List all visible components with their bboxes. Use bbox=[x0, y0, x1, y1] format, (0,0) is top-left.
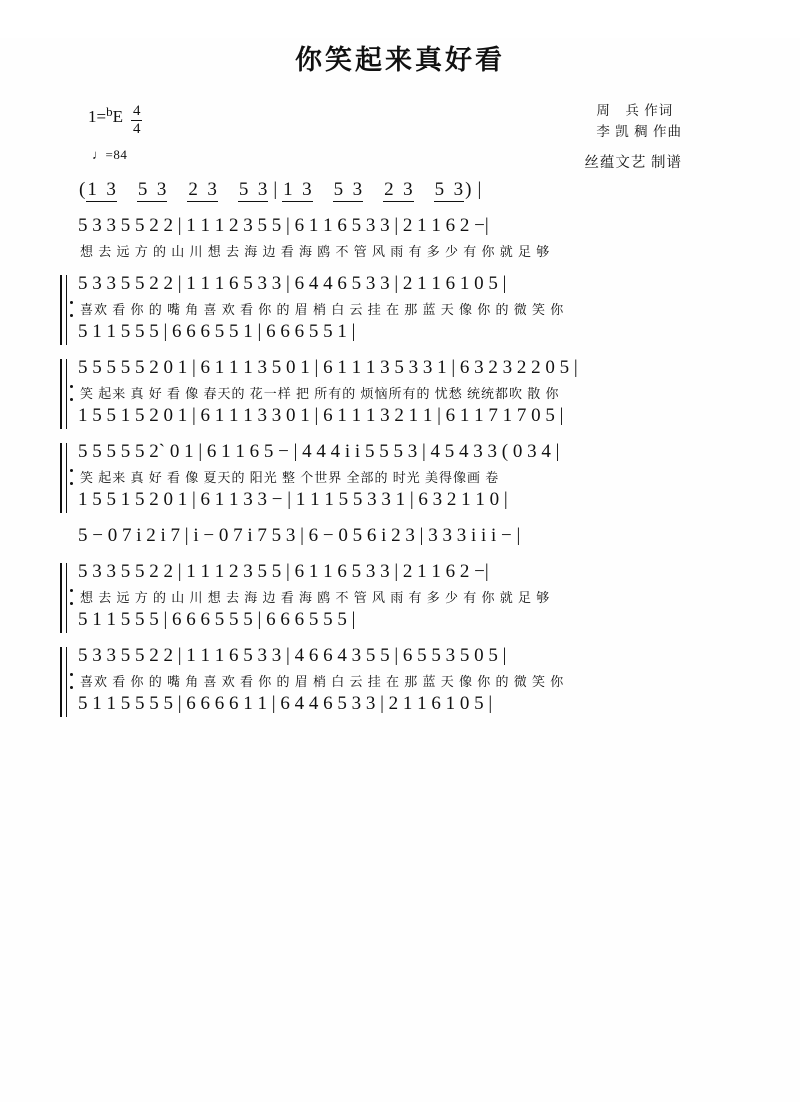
barline: | bbox=[273, 179, 278, 200]
score-header bbox=[0, 99, 800, 179]
lyric-line: 喜欢 看 你 的 嘴 角 喜 欢 看 你 的 眉 梢 白 云 挂 在 那 蓝 天 像 你 的 微 笑 你 bbox=[80, 302, 565, 317]
harmony-line: 1 5 5 1 5 2 0 1 | 6 1 1 3 3 − | 1 1 1 5 5 3 3 1 | 6 3 2 1 1 0 | bbox=[78, 489, 508, 510]
note: 5 3 bbox=[434, 179, 464, 200]
key-flat-symbol: b bbox=[106, 104, 113, 119]
time-signature bbox=[131, 104, 143, 137]
time-signature-denominator: 4 bbox=[132, 121, 141, 137]
composer-credit: 李 凯 稠 作曲 bbox=[596, 123, 682, 139]
melody-line: 5 5 5 5 5 2` 0 1 | 6 1 1 6 5 − | 4 4 4 i i 5 5 5 3 | 4 5 4 3 3 ( 0 3 4 | bbox=[78, 441, 560, 462]
note: 2 3 bbox=[384, 179, 413, 200]
note: 5 3 bbox=[137, 179, 167, 200]
repeat-brace bbox=[60, 645, 74, 719]
note: 5 3 bbox=[333, 179, 363, 200]
melody-line: 5 3 3 5 5 2 2 | 1 1 1 2 3 5 5 | 6 1 1 6 5 3 3 | 2 1 1 6 2 −| bbox=[78, 215, 489, 236]
system-intro bbox=[0, 179, 800, 205]
barline: | bbox=[477, 179, 482, 200]
repeat-brace bbox=[60, 357, 74, 431]
note: 1 3 bbox=[283, 179, 312, 200]
lyricist-credit: 周 兵 作词 bbox=[596, 103, 674, 118]
time-signature-numerator: 4 bbox=[132, 103, 141, 119]
lyric-line: 想 去 远 方 的 山 川 想 去 海 边 看 海 鸥 不 管 风 雨 有 多 少 有 你 就 足 够 bbox=[80, 244, 551, 259]
melody-line: 5 5 5 5 5 2 0 1 | 6 1 1 1 3 5 0 1 | 6 1 1 1 3 5 3 3 1 | 6 3 2 3 2 2 0 5 | bbox=[78, 357, 578, 378]
note: ) bbox=[465, 179, 472, 200]
system-2 bbox=[0, 273, 800, 347]
repeat-brace bbox=[60, 441, 74, 515]
harmony-line: 5 1 1 5 5 5 | 6 6 6 5 5 1 | 6 6 6 5 5 1 | bbox=[78, 321, 356, 342]
harmony-line: 1 5 5 1 5 2 0 1 | 6 1 1 1 3 3 0 1 | 6 1 1 1 3 2 1 1 | 6 1 1 7 1 7 0 5 | bbox=[78, 405, 564, 426]
credits-block bbox=[596, 101, 682, 143]
key-signature bbox=[88, 103, 142, 140]
key-signature-label: 1= bbox=[88, 107, 107, 126]
page-title: 你笑起来真好看 bbox=[295, 45, 505, 75]
note: 5 3 bbox=[238, 179, 268, 200]
system-5 bbox=[0, 525, 800, 551]
system-1 bbox=[0, 215, 800, 263]
intro-melody-line bbox=[0, 179, 800, 205]
lyric-line: 想 去 远 方 的 山 川 想 去 海 边 看 海 鸥 不 管 风 雨 有 多 少 有 你 就 足 够 bbox=[80, 590, 551, 605]
repeat-brace bbox=[60, 561, 74, 635]
system-3 bbox=[0, 357, 800, 431]
tempo-marking: ♩=84 bbox=[92, 147, 128, 162]
note: 1 3 bbox=[87, 179, 116, 200]
note: 2 3 bbox=[188, 179, 217, 200]
note: ( bbox=[79, 179, 86, 200]
arranger-credit: 丝蕴文艺 制谱 bbox=[584, 155, 682, 171]
melody-line: 5 3 3 5 5 2 2 | 1 1 1 6 5 3 3 | 6 4 4 6 5 3 3 | 2 1 1 6 1 0 5 | bbox=[78, 273, 507, 294]
melody-line: 5 3 3 5 5 2 2 | 1 1 1 2 3 5 5 | 6 1 1 6 5 3 3 | 2 1 1 6 2 −| bbox=[78, 561, 489, 582]
lyric-line: 笑 起来 真 好 看 像 夏天的 阳光 整 个世界 全部的 时光 美得像画 卷 bbox=[80, 470, 500, 485]
harmony-line: 5 1 1 5 5 5 | 6 6 6 5 5 5 | 6 6 6 5 5 5 | bbox=[78, 609, 356, 630]
lyric-line: 喜欢 看 你 的 嘴 角 喜 欢 看 你 的 眉 梢 白 云 挂 在 那 蓝 天 像 你 的 微 笑 你 bbox=[80, 674, 565, 689]
sheet-music-page bbox=[0, 38, 800, 1102]
system-6 bbox=[0, 561, 800, 635]
harmony-line: 5 1 1 5 5 5 5 | 6 6 6 6 1 1 | 6 4 4 6 5 3 3 | 2 1 1 6 1 0 5 | bbox=[78, 693, 493, 714]
system-4 bbox=[0, 441, 800, 515]
melody-line: 5 3 3 5 5 2 2 | 1 1 1 6 5 3 3 | 4 6 6 4 3 5 5 | 6 5 5 3 5 0 5 | bbox=[78, 645, 507, 666]
system-7 bbox=[0, 645, 800, 719]
lyric-line: 笑 起来 真 好 看 像 春天的 花一样 把 所有的 烦恼所有的 忧愁 统统都吹 散 你 bbox=[80, 386, 560, 401]
melody-line: 5 − 0 7 i 2 i 7 | i − 0 7 i 7 5 3 | 6 − 0 5 6 i 2 3 | 3 3 3 i i i − | bbox=[78, 525, 521, 546]
repeat-brace bbox=[60, 273, 74, 347]
key-letter: E bbox=[112, 107, 123, 126]
